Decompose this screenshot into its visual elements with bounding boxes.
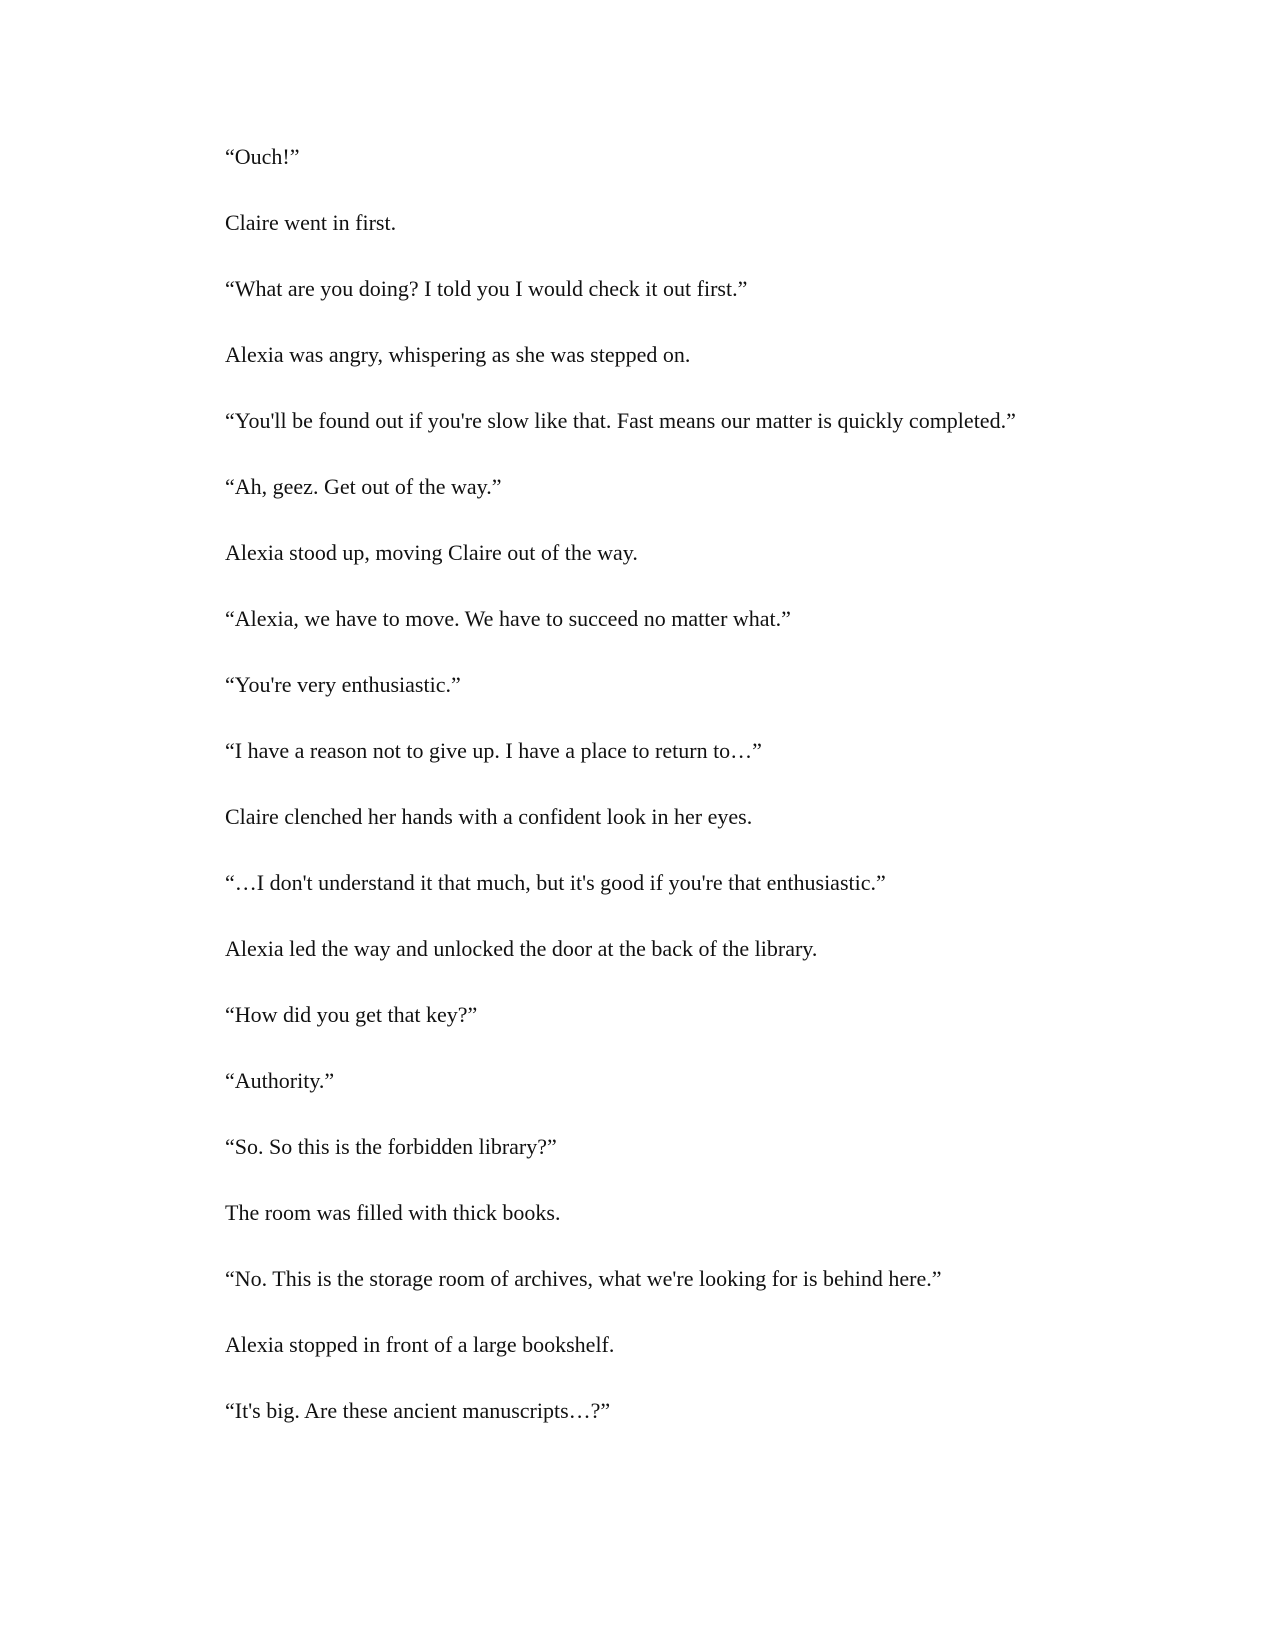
paragraph: “So. So this is the forbidden library?” [225, 1134, 557, 1159]
paragraph: “I have a reason not to give up. I have a place to return to…” [225, 738, 762, 763]
paragraph: Claire went in first. [225, 210, 397, 235]
paragraph: “You're very enthusiastic.” [225, 672, 461, 697]
paragraph: “Ouch!” [225, 144, 300, 169]
body-text [150, 140, 1050, 1460]
paragraph: Alexia stopped in front of a large bookshelf. [225, 1332, 615, 1357]
paragraph: “Authority.” [225, 1068, 335, 1093]
paragraph: “It's big. Are these ancient manuscripts…?” [225, 1398, 611, 1423]
paragraph: Claire clenched her hands with a confident look in her eyes. [225, 804, 753, 829]
paragraph: “You'll be found out if you're slow like that. Fast means our matter is quickly completed.” [225, 408, 1016, 433]
paragraph: “How did you get that key?” [225, 1002, 478, 1027]
paragraph: “…I don't understand it that much, but it's good if you're that enthusiastic.” [225, 870, 886, 895]
paragraph: “Ah, geez. Get out of the way.” [225, 474, 502, 499]
paragraph: Alexia led the way and unlocked the door at the back of the library. [225, 936, 818, 961]
paragraph: “No. This is the storage room of archives, what we're looking for is behind here.” [225, 1266, 942, 1291]
paragraph: The room was filled with thick books. [225, 1200, 561, 1225]
paragraph: Alexia stood up, moving Claire out of the way. [225, 540, 638, 565]
paragraph: Alexia was angry, whispering as she was stepped on. [225, 342, 691, 367]
paragraph: “Alexia, we have to move. We have to succeed no matter what.” [225, 606, 791, 631]
paragraph: “What are you doing? I told you I would check it out first.” [225, 276, 748, 301]
